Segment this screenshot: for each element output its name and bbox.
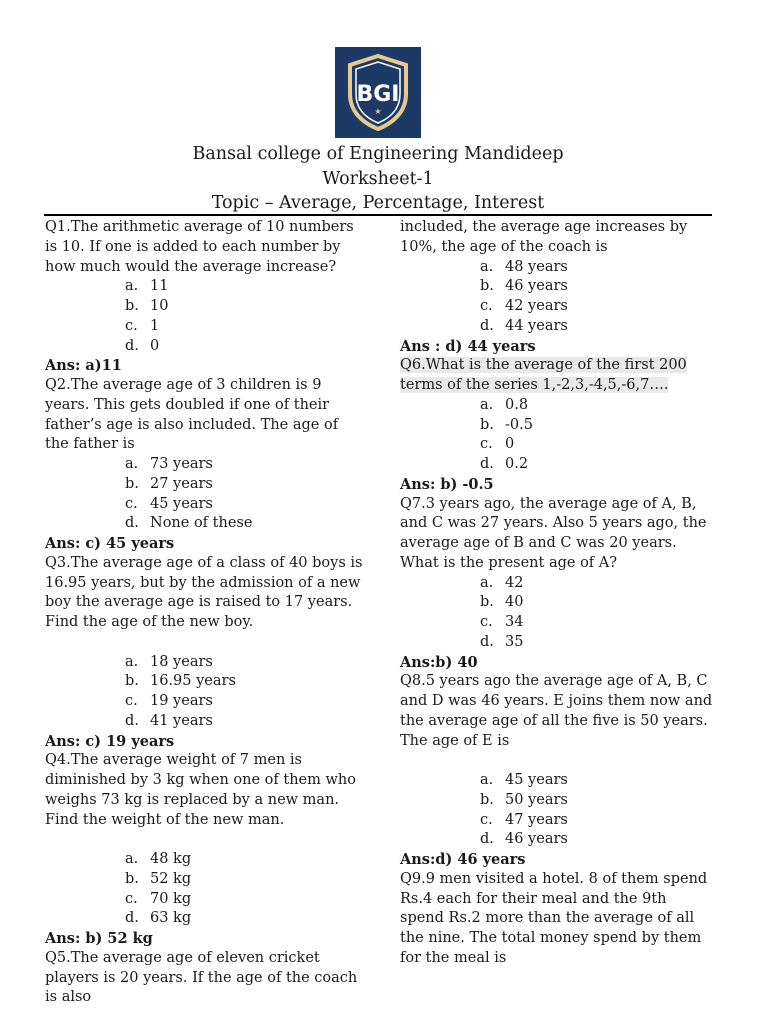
answer-1: Ans: a)11 <box>45 357 122 375</box>
option: d. 0 <box>125 337 160 354</box>
question-4-options <box>45 850 365 929</box>
question-1: Q1.The arithmetic average of 10 numbers is 10. If one is added to each number by how much would the average increase? <box>45 219 354 275</box>
option: d. 44 years <box>480 317 568 334</box>
option: c. 0 <box>480 436 515 453</box>
spacer <box>45 830 365 850</box>
option: a. 0.8 <box>480 396 529 413</box>
shield-logo-icon <box>335 47 421 138</box>
option: c. 70 kg <box>125 890 192 907</box>
option: c. 1 <box>125 317 160 334</box>
option: a. 42 <box>480 574 524 591</box>
question-5-continued: included, the average age increases by 10%, the age of the coach is <box>400 219 688 255</box>
question-8: Q8.5 years ago the average age of A, B, C and D was 46 years. E joins them now and the average age of all the five is 50 years. The age of E is <box>400 673 713 749</box>
question-1-options <box>45 277 365 356</box>
question-3-options <box>45 653 365 732</box>
star-icon: ★ <box>374 107 382 116</box>
answer-6: Ans: b) -0.5 <box>400 475 494 493</box>
question-7: Q7.3 years ago, the average age of A, B, and C was 27 years. Also 5 years ago, the average age of B and C was 20 years. What is the present age of A? <box>400 495 707 571</box>
question-3: Q3.The average age of a class of 40 boys is 16.95 years, but by the admission of a new boy the average age is raised to 17 years. Find the age of the new boy. <box>45 554 363 630</box>
header-divider <box>44 214 712 216</box>
document-header <box>0 142 756 216</box>
option: b. 52 kg <box>125 870 192 887</box>
option: d. 0.2 <box>480 456 529 472</box>
option: a. 45 years <box>480 772 568 788</box>
logo-text: BGI <box>356 82 400 107</box>
option: b. 46 years <box>480 278 568 295</box>
answer-4: Ans: b) 52 kg <box>45 930 153 947</box>
answer-3: Ans: c) 19 years <box>45 732 175 750</box>
question-2: Q2.The average age of 3 children is 9 years. This gets doubled if one of their father’s age is also included. The age of the father is <box>45 377 339 453</box>
question-4: Q4.The average weight of 7 men is diminished by 3 kg when one of them who weighs 73 kg is replaced by a new man. Find the weight of the new man. <box>45 752 356 828</box>
answer-8: Ans:d) 46 years <box>400 851 526 868</box>
option: b. 40 <box>480 594 524 611</box>
option: c. 19 years <box>125 693 213 709</box>
option: a. 73 years <box>125 456 213 472</box>
option: d. 63 kg <box>125 910 192 927</box>
answer-2: Ans: c) 45 years <box>45 535 175 552</box>
option: a. 48 kg <box>125 851 192 867</box>
question-5-start: Q5.The average age of eleven cricket players is 20 years. If the age of the coach is also <box>45 949 358 1006</box>
option: c. 42 years <box>480 298 568 314</box>
option: b. 10 <box>125 298 169 314</box>
question-6: Q6.What is the average of the first 200 terms of the series 1,-2,3,-4,5,-6,7…. <box>400 357 687 393</box>
option: a. 18 years <box>125 653 213 670</box>
question-8-options <box>400 771 715 850</box>
option: b. 50 years <box>480 791 568 808</box>
option: c. 45 years <box>125 495 213 512</box>
left-column <box>45 218 365 1008</box>
spacer <box>45 633 365 653</box>
question-5-options <box>400 258 715 337</box>
question-9: Q9.9 men visited a hotel. 8 of them spend Rs.4 each for their meal and the 9th spend Rs.2 more than the average of all the nine. The total money spend by them for the meal is <box>400 870 708 966</box>
option: d. 46 years <box>480 831 568 848</box>
option: b. 16.95 years <box>125 673 236 690</box>
college-logo <box>335 47 421 138</box>
topic-title: Topic – Average, Percentage, Interest <box>211 193 545 213</box>
option: c. 34 <box>480 614 524 630</box>
right-column <box>400 218 715 969</box>
option: d. 35 <box>480 633 524 650</box>
option: a. 48 years <box>480 258 568 275</box>
option: d. 41 years <box>125 712 213 729</box>
answer-5: Ans : d) 44 years <box>400 337 536 355</box>
option: b. -0.5 <box>480 416 533 433</box>
answer-7: Ans:b) 40 <box>400 653 478 671</box>
spacer <box>400 751 715 771</box>
question-7-options <box>400 574 715 653</box>
option: d. None of these <box>125 515 253 532</box>
question-6-options <box>400 396 715 475</box>
option: c. 47 years <box>480 811 568 828</box>
worksheet-title: Worksheet-1 <box>322 168 434 189</box>
option: b. 27 years <box>125 475 213 492</box>
college-name: Bansal college of Engineering Mandideep <box>192 144 564 164</box>
option: a. 11 <box>125 278 169 295</box>
question-2-options <box>45 455 365 534</box>
